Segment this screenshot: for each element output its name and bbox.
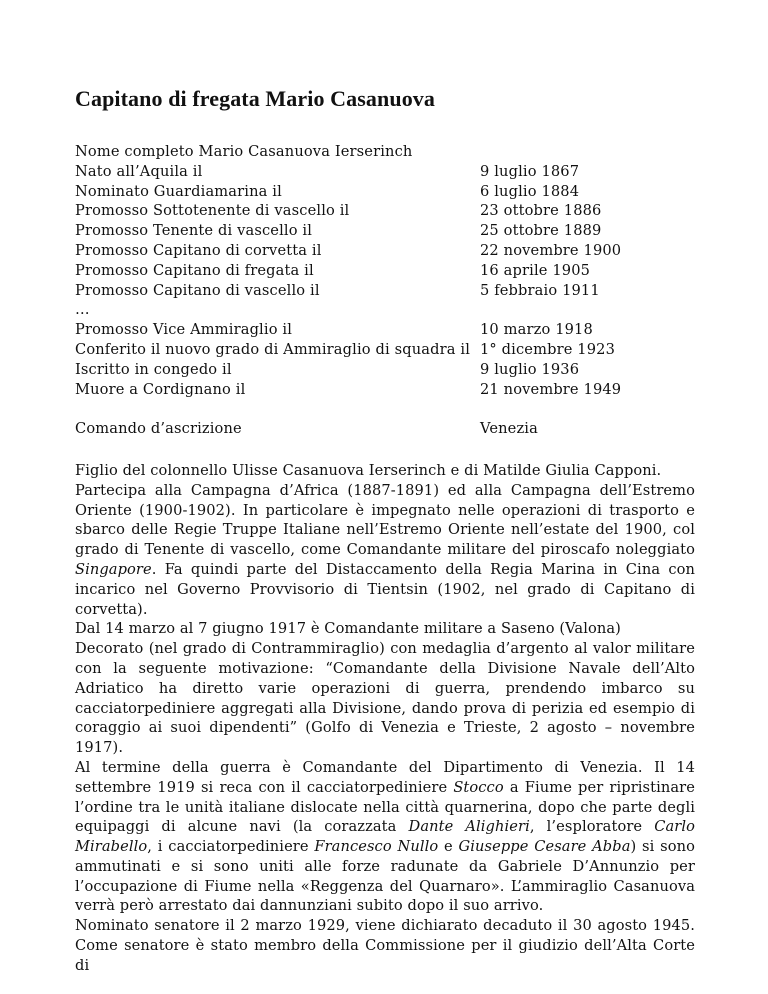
career-facts-table	[75, 142, 695, 439]
fact-label: Promosso Tenente di vascello il	[75, 222, 313, 240]
fact-row-ammiraglio-squadra	[75, 340, 695, 360]
fact-value: 1° dicembre 1923	[480, 340, 616, 358]
fact-value: 21 novembre 1949	[480, 380, 622, 398]
bio-text: Al termine della guerra è Comandante del Dipartimento di Venezia. Il 14 settembre 1919 si reca con il cacciatorpediniere	[75, 758, 695, 796]
bio-paragraph-parents: Figlio del colonnello Ulisse Casanuova Ierserinch e di Matilde Giulia Capponi.	[75, 461, 662, 479]
bio-paragraph-decoration: Decorato (nel grado di Contrammiraglio) con medaglia d’argento al valor militare con la seguente motivazione: “Comandante della Divisione Navale dell’Alto Adriatico ha diretto varie operazioni di guerra, prendendo imbarco su cacciatorpediniere aggregati alla Divisione, dando prova di perizia ed esempio di coraggio ai suoi dipendenti” (Golfo di Venezia e Trieste, 2 agosto – novembre 1917).	[75, 640, 695, 757]
fact-label: Promosso Vice Ammiraglio il	[75, 321, 293, 339]
fact-label: Promosso Capitano di corvetta il	[75, 241, 322, 259]
bio-text: , i cacciatorpediniere	[147, 838, 315, 856]
fact-row-capitano-corvetta	[75, 241, 695, 261]
ship-name: Singapore	[75, 560, 152, 578]
bio-text: Partecipa alla Campagna d’Africa (1887-1891) ed alla Campagna dell’Estremo Oriente (1900-1902). In particolare è impegnato nelle operazioni di trasporto e sbarco delle Regie Truppe Italiane nell’Estremo Oriente nell’estate del 1900, col grado di Tenente di vascello, come Comandante militare del piroscafo noleggiato	[75, 481, 695, 559]
command-label: Comando d’ascrizione	[75, 420, 242, 438]
ship-name: Stocco	[453, 778, 504, 796]
bio-text: , l’esploratore	[529, 818, 655, 836]
fact-row-sottotenente	[75, 201, 695, 221]
fact-label: …	[75, 301, 90, 319]
document-page	[75, 86, 695, 976]
fact-label: Nominato Guardiamarina il	[75, 182, 282, 200]
fact-label: Iscritto in congedo il	[75, 360, 232, 378]
bio-paragraph-fiume	[75, 758, 695, 916]
fact-row-birth	[75, 162, 695, 182]
bio-paragraph-senate: Nominato senatore il 2 marzo 1929, viene dichiarato decaduto il 30 agosto 1945. Come senatore è stato membro della Commissione per il giudizio dell’Alta Corte di	[75, 917, 695, 974]
fact-label: Nato all’Aquila il	[75, 162, 203, 180]
fact-label: Promosso Capitano di fregata il	[75, 261, 314, 279]
fact-row-tenente	[75, 221, 695, 241]
ship-name: Carlo Mirabello	[75, 818, 696, 856]
ship-name: Francesco Nullo	[314, 838, 439, 856]
fact-row-vice-ammiraglio	[75, 320, 695, 340]
fact-value: 16 aprile 1905	[480, 261, 591, 279]
biography-text	[75, 461, 695, 976]
fact-label: Conferito il nuovo grado di Ammiraglio di squadra il	[75, 340, 471, 358]
fact-row-command	[75, 419, 695, 439]
fact-value: 9 luglio 1867	[480, 162, 580, 180]
fact-label: Promosso Sottotenente di vascello il	[75, 202, 350, 220]
fact-value: 9 luglio 1936	[480, 360, 580, 378]
bio-text: a Fiume per ripristinare l’ordine tra le unità italiane dislocate nella città quarnerina, dopo che parte degli equipaggi di alcune navi (la corazzata	[75, 778, 695, 836]
bio-paragraph-campaigns	[75, 481, 695, 620]
command-value: Venezia	[480, 420, 538, 438]
bio-paragraph-saseno: Dal 14 marzo al 7 giugno 1917 è Comandante militare a Saseno (Valona)	[75, 620, 621, 638]
fact-value: 5 febbraio 1911	[480, 281, 600, 299]
ship-name: Giuseppe Cesare Abba	[458, 838, 631, 856]
bio-text: ) si sono ammutinati e si sono uniti alle forze radunate da Gabriele D’Annunzio per l’occupazione di Fiume nella «Reggenza del Quarnaro». L’ammiraglio Casanuova verrà però arrestato dai dannunziani subito dopo il suo arrivo.	[75, 838, 696, 915]
fact-row-death	[75, 380, 695, 400]
fact-row-capitano-vascello	[75, 281, 695, 301]
fact-row-congedo	[75, 360, 695, 380]
fact-label: Nome completo Mario Casanuova Ierserinch	[75, 143, 413, 160]
page-title: Capitano di fregata Mario Casanuova	[75, 86, 435, 111]
fact-label: Muore a Cordignano il	[75, 380, 246, 398]
fact-value: 6 luglio 1884	[480, 182, 580, 200]
spacer	[75, 399, 695, 419]
fact-row-guardiamarina	[75, 182, 695, 202]
fact-value: 10 marzo 1918	[480, 321, 593, 339]
fact-value: 23 ottobre 1886	[480, 202, 602, 220]
fact-label: Promosso Capitano di vascello il	[75, 281, 320, 299]
fact-row-ellipsis	[75, 300, 695, 320]
fact-value: 22 novembre 1900	[480, 241, 622, 259]
fact-row-full-name	[75, 142, 695, 162]
fact-row-capitano-fregata	[75, 261, 695, 281]
bio-text: . Fa quindi parte del Distaccamento della Regia Marina in Cina con incarico nel Governo Provvisorio di Tientsin (1902, nel grado di Capitano di corvetta).	[75, 560, 695, 618]
fact-value: 25 ottobre 1889	[480, 222, 602, 240]
bio-text: e	[438, 838, 459, 856]
ship-name: Dante Alighieri	[408, 818, 530, 836]
